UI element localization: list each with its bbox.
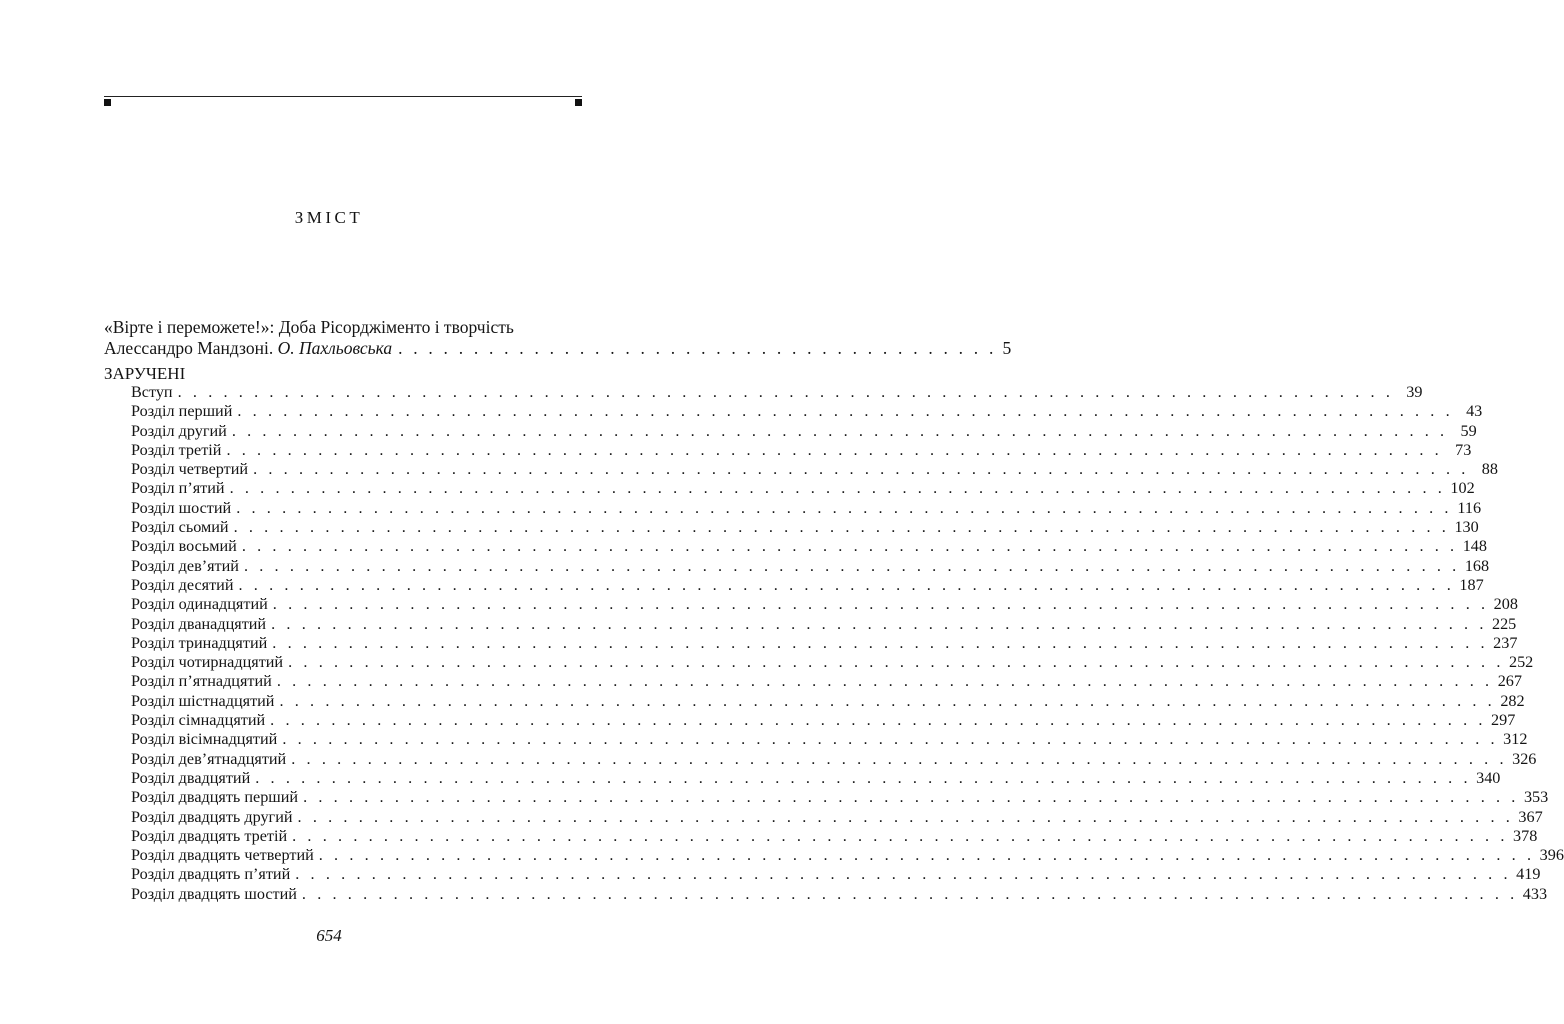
toc-entry-label: Розділ одинадцятий [131,595,268,614]
toc-entry [131,865,1541,884]
toc-entry [131,421,1477,441]
dot-leader: . . . . . . . . . . . . . . . . . . . . . . . . . . . . . . . . . . . . . . . . . . . . . . . . . . . . . . . . . . . . . . . . . . . . . . . . . . . . . . . . [295,865,1512,884]
toc-entry-label: Розділ двадцятий [131,768,251,787]
dot-leader: . . . . . . . . . . . . . . . . . . . . . . . . . . . . . . . . . . . . . . . . . . . . . . . . . . . . . . . . . . . . . . . . . . . . . . . . . . . . . . . . [237,402,1454,421]
dot-leader: . . . . . . . . . . . . . . . . . . . . . . . . . . . . . . . . . . . . . . . . [398,338,997,358]
toc-entry-label: Розділ дев’ятнадцятий [131,749,287,768]
toc-entry [131,575,1484,595]
dot-leader: . . . . . . . . . . . . . . . . . . . . . . . . . . . . . . . . . . . . . . . . . . . . . . . . . . . . . . . . . . . . . . . . . . . . . . . . . . . . . . . . [177,383,1394,401]
toc-entry-page: 225 [1491,614,1517,633]
dot-leader: . . . . . . . . . . . . . . . . . . . . . . . . . . . . . . . . . . . . . . . . . . . . . . . . . . . . . . . . . . . . . . . . . . . . . . . . . . . . . . . . [292,826,1508,845]
dot-leader: . . . . . . . . . . . . . . . . . . . . . . . . . . . . . . . . . . . . . . . . . . . . . . . . . . . . . . . . . . . . . . . . . . . . . . . . . . . . . . . . [233,518,1450,537]
toc-entry-page: 297 [1491,711,1516,730]
intro-page: 5 [1002,338,1012,358]
dot-leader: . . . . . . . . . . . . . . . . . . . . . . . . . . . . . . . . . . . . . . . . . . . . . . . . . . . . . . . . . . . . . . . . . . . . . . . . . . . . . . . . [301,884,1518,903]
dot-leader: . . . . . . . . . . . . . . . . . . . . . . . . . . . . . . . . . . . . . . . . . . . . . . . . . . . . . . . . . . . . . . . . . . . . . . . . . . . . . . . . [297,807,1514,826]
dot-leader: . . . . . . . . . . . . . . . . . . . . . . . . . . . . . . . . . . . . . . . . . . . . . . . . . . . . . . . . . . . . . . . . . . . . . . . . . . . . . . . . [276,672,1493,691]
dot-leader: . . . . . . . . . . . . . . . . . . . . . . . . . . . . . . . . . . . . . . . . . . . . . . . . . . . . . . . . . . . . . . . . . . . . . . . . . . . . . . . . [231,421,1448,440]
dot-leader: . . . . . . . . . . . . . . . . . . . . . . . . . . . . . . . . . . . . . . . . . . . . . . . . . . . . . . . . . . . . . . . . . . . . . . . . . . . . . . . . [243,556,1460,575]
toc-entry-page: 116 [1457,498,1482,517]
toc-entry-label: Розділ шістнадцятий [131,691,275,710]
toc-entry-page: 130 [1454,518,1479,537]
toc-entry-page: 312 [1503,730,1528,749]
toc-entry-page: 353 [1523,788,1549,807]
toc-entry [131,711,1516,730]
toc-entry [131,884,1548,904]
intro-line-2-text: Алессандро Мандзоні. [104,338,274,358]
toc-entry-page: 378 [1513,826,1538,845]
intro-line-1: «Вірте і переможете!»: Доба Рісорджіменто і творчість [104,317,514,337]
toc-entry [131,846,1564,865]
toc-entry-label: Розділ двадцять другий [131,807,293,826]
toc-entry-page: 252 [1508,653,1534,672]
intro-entry [104,317,1012,359]
dot-leader: . . . . . . . . . . . . . . . . . . . . . . . . . . . . . . . . . . . . . . . . . . . . . . . . . . . . . . . . . . . . . . . . . . . . . . . . . . . . . . . . [288,653,1504,672]
toc-entry [131,383,1423,402]
toc-entry [131,614,1517,634]
toc-entry-page: 326 [1512,749,1537,768]
toc-entry-page: 59 [1460,421,1477,440]
toc-entry [131,633,1518,653]
header-rule [104,96,582,97]
toc-entry-label: Розділ п’ятнадцятий [131,672,272,691]
toc-entry [131,402,1483,421]
header-square-right-icon [575,99,582,106]
toc-entry-label: Розділ двадцять четвертий [131,846,314,865]
toc-entry-page: 396 [1539,846,1564,865]
page-number: 654 [316,926,342,945]
toc-entry [131,537,1487,556]
dot-leader: . . . . . . . . . . . . . . . . . . . . . . . . . . . . . . . . . . . . . . . . . . . . . . . . . . . . . . . . . . . . . . . . . . . . . . . . . . . . . . . . [255,768,1472,787]
toc-entry-page: 367 [1518,807,1543,826]
toc-entry [131,498,1482,518]
dot-leader: . . . . . . . . . . . . . . . . . . . . . . . . . . . . . . . . . . . . . . . . . . . . . . . . . . . . . . . . . . . . . . . . . . . . . . . . . . . . . . . . [271,614,1487,633]
toc-entry [131,768,1501,788]
toc-entry [131,749,1537,769]
toc-entry-label: Розділ шостий [131,498,232,517]
toc-entry-page: 88 [1481,460,1498,479]
toc-entry-page: 73 [1455,440,1472,459]
toc-entry-page: 282 [1500,691,1525,710]
dot-leader: . . . . . . . . . . . . . . . . . . . . . . . . . . . . . . . . . . . . . . . . . . . . . . . . . . . . . . . . . . . . . . . . . . . . . . . . . . . . . . . . [241,537,1458,556]
dot-leader: . . . . . . . . . . . . . . . . . . . . . . . . . . . . . . . . . . . . . . . . . . . . . . . . . . . . . . . . . . . . . . . . . . . . . . . . . . . . . . . . [272,633,1489,652]
toc-entry-label: Розділ тринадцятий [131,633,268,652]
toc-entry-label: Розділ восьмий [131,537,237,556]
toc-entry [131,518,1479,537]
toc-entry-label: Розділ перший [131,402,233,421]
toc-list [131,383,1564,904]
toc-entry-page: 433 [1522,884,1548,903]
toc-entry [131,653,1534,672]
dot-leader: . . . . . . . . . . . . . . . . . . . . . . . . . . . . . . . . . . . . . . . . . . . . . . . . . . . . . . . . . . . . . . . . . . . . . . . . . . . . . . . . [303,788,1519,807]
toc-entry-label: Розділ п’ятий [131,479,225,498]
toc-entry-label: Розділ двадцять перший [131,788,299,807]
intro-author: О. Пахльовська [277,338,393,358]
page-title: ЗМІСТ [294,208,364,227]
toc-entry-page: 340 [1476,768,1501,787]
toc-entry-label: Розділ третій [131,440,222,459]
header-square-left-icon [104,99,111,106]
toc-entry-page: 148 [1462,537,1487,556]
dot-leader: . . . . . . . . . . . . . . . . . . . . . . . . . . . . . . . . . . . . . . . . . . . . . . . . . . . . . . . . . . . . . . . . . . . . . . . . . . . . . . . . [282,730,1499,749]
toc-entry-page: 168 [1464,556,1490,575]
toc-entry-page: 39 [1406,383,1423,401]
toc-entry-label: Розділ другий [131,421,227,440]
toc-entry-page: 102 [1450,479,1475,498]
toc-entry [131,691,1525,711]
toc-entry [131,595,1518,614]
toc-entry-label: Розділ двадцять третій [131,826,288,845]
toc-entry-label: Розділ сьомий [131,518,229,537]
dot-leader: . . . . . . . . . . . . . . . . . . . . . . . . . . . . . . . . . . . . . . . . . . . . . . . . . . . . . . . . . . . . . . . . . . . . . . . . . . . . . . . . [253,460,1469,479]
toc-entry [131,460,1498,479]
dot-leader: . . . . . . . . . . . . . . . . . . . . . . . . . . . . . . . . . . . . . . . . . . . . . . . . . . . . . . . . . . . . . . . . . . . . . . . . . . . . . . . . [236,498,1453,517]
toc-entry [131,788,1549,807]
toc-entry-page: 237 [1493,633,1518,652]
toc-entry [131,556,1490,576]
intro-line-2 [104,338,1012,359]
toc-entry-label: Розділ четвертий [131,460,249,479]
toc-entry [131,826,1538,846]
toc-entry-page: 43 [1466,402,1483,421]
dot-leader: . . . . . . . . . . . . . . . . . . . . . . . . . . . . . . . . . . . . . . . . . . . . . . . . . . . . . . . . . . . . . . . . . . . . . . . . . . . . . . . . [272,595,1489,614]
dot-leader: . . . . . . . . . . . . . . . . . . . . . . . . . . . . . . . . . . . . . . . . . . . . . . . . . . . . . . . . . . . . . . . . . . . . . . . . . . . . . . . . [238,575,1455,594]
toc-entry [131,479,1475,498]
toc-entry-label: Розділ вісімнадцятий [131,730,278,749]
dot-leader: . . . . . . . . . . . . . . . . . . . . . . . . . . . . . . . . . . . . . . . . . . . . . . . . . . . . . . . . . . . . . . . . . . . . . . . . . . . . . . . . [226,440,1443,459]
toc-entry-label: Розділ двадцять п’ятий [131,865,291,884]
toc-entry-page: 419 [1516,865,1541,884]
toc-entry [131,807,1543,827]
toc-entry-label: Розділ чотирнадцятий [131,653,284,672]
toc-entry [131,440,1472,460]
toc-entry-page: 267 [1497,672,1522,691]
dot-leader: . . . . . . . . . . . . . . . . . . . . . . . . . . . . . . . . . . . . . . . . . . . . . . . . . . . . . . . . . . . . . . . . . . . . . . . . . . . . . . . . [291,749,1508,768]
toc-entry-label: Розділ дванадцятий [131,614,267,633]
toc-entry-label: Розділ двадцять шостий [131,884,297,903]
section-title: ЗАРУЧЕНІ [104,364,186,383]
dot-leader: . . . . . . . . . . . . . . . . . . . . . . . . . . . . . . . . . . . . . . . . . . . . . . . . . . . . . . . . . . . . . . . . . . . . . . . . . . . . . . . . [270,711,1487,730]
toc-entry [131,672,1522,691]
toc-entry-label: Вступ [131,383,173,401]
toc-entry-page: 187 [1459,575,1484,594]
toc-entry-label: Розділ сімнадцятий [131,711,266,730]
dot-leader: . . . . . . . . . . . . . . . . . . . . . . . . . . . . . . . . . . . . . . . . . . . . . . . . . . . . . . . . . . . . . . . . . . . . . . . . . . . . . . . . [229,479,1446,498]
toc-entry-label: Розділ дев’ятий [131,556,239,575]
dot-leader: . . . . . . . . . . . . . . . . . . . . . . . . . . . . . . . . . . . . . . . . . . . . . . . . . . . . . . . . . . . . . . . . . . . . . . . . . . . . . . . . [279,691,1496,710]
toc-entry-label: Розділ десятий [131,575,234,594]
dot-leader: . . . . . . . . . . . . . . . . . . . . . . . . . . . . . . . . . . . . . . . . . . . . . . . . . . . . . . . . . . . . . . . . . . . . . . . . . . . . . . . . [318,846,1535,865]
toc-entry-page: 208 [1493,595,1518,614]
toc-entry [131,730,1528,749]
